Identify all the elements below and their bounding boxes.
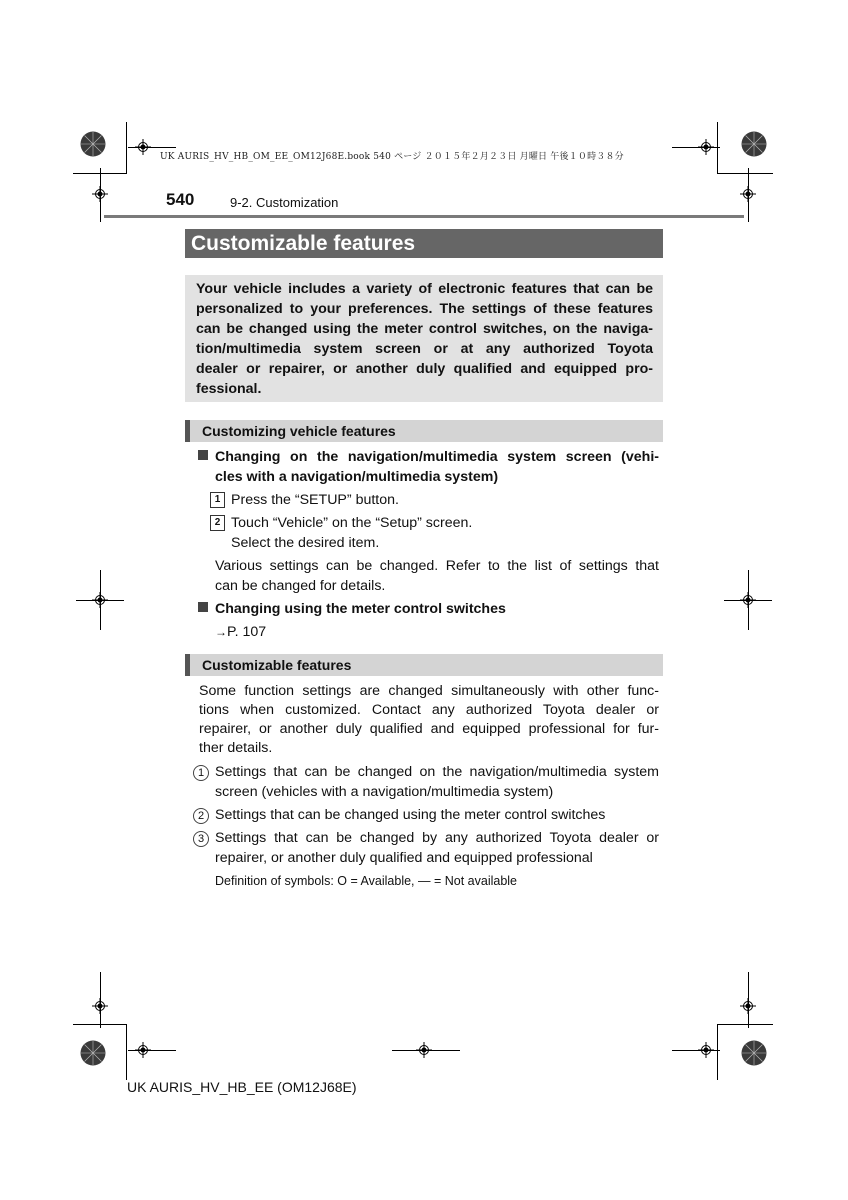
registration-mark-icon (740, 592, 756, 608)
para-line: tions when customized. Contact any authorized Toyota dealer or (199, 702, 659, 718)
page-number: 540 (166, 190, 195, 209)
bullet-square-icon (198, 450, 208, 460)
note-line: can be changed for details. (215, 578, 386, 594)
list-item-meter: Changing using the meter control switches (198, 599, 506, 619)
intro-box (185, 275, 663, 402)
intro-line: tion/multimedia system screen or at any authorized Toyota (196, 341, 653, 357)
intro-line: dealer or repairer, or another duly qualified and equipped pro- (196, 361, 653, 377)
step-1-text: Press the “SETUP” button. (231, 492, 399, 508)
legend-line: Settings that can be changed on the navigation/multimedia system (215, 764, 659, 780)
symbol-definition: Definition of symbols: O = Available, — = Not available (215, 874, 518, 888)
registration-mark-icon (92, 998, 108, 1014)
color-rosette-icon (741, 1040, 767, 1066)
circled-number-2: 2 (193, 808, 209, 824)
color-rosette-icon (741, 131, 767, 157)
para-line: repairer, or another duly qualified and equipped professional for fur- (199, 721, 659, 737)
registration-mark-icon (740, 998, 756, 1014)
footer-model-code: UK AURIS_HV_HB_EE (OM12J68E) (127, 1079, 357, 1095)
file-header: UK AURIS_HV_HB_OM_EE_OM12J68E.book 540 ページ ２０１５年２月２３日 月曜日 午後１０時３８分 (160, 152, 624, 162)
page-reference[interactable]: →P. 107 (215, 624, 267, 640)
legend-line: Settings that can be changed by any authorized Toyota dealer or (215, 830, 659, 846)
page-title: Customizable features (185, 229, 663, 258)
list-item-navigation-cont: cles with a navigation/multimedia system) (215, 469, 499, 485)
registration-mark-icon (740, 186, 756, 202)
step-2-text: Touch “Vehicle” on the “Setup” screen. (231, 515, 473, 531)
header-rule (104, 215, 744, 218)
intro-line: Your vehicle includes a variety of electronic features that can be (196, 281, 653, 297)
legend-line: Settings that can be changed using the meter control switches (215, 807, 606, 823)
intro-line: personalized to your preferences. The settings of these features (196, 301, 653, 317)
section-heading-customizable: Customizable features (185, 654, 663, 676)
color-rosette-icon (80, 131, 106, 157)
step-number-1: 1 (210, 492, 225, 508)
para-line: Some function settings are changed simultaneously with other func- (199, 683, 659, 699)
para-line: ther details. (199, 740, 273, 756)
registration-mark-icon (92, 592, 108, 608)
step-number-2: 2 (210, 515, 225, 531)
circled-number-1: 1 (193, 765, 209, 781)
step-2-text-cont: Select the desired item. (231, 535, 380, 551)
registration-mark-icon (92, 186, 108, 202)
intro-line: fessional. (196, 381, 262, 397)
right-arrow-icon: → (215, 625, 227, 639)
intro-line: can be changed using the meter control switches, on the naviga- (196, 321, 653, 337)
list-item-navigation: Changing on the navigation/multimedia system screen (vehi- (198, 447, 659, 467)
circled-number-3: 3 (193, 831, 209, 847)
color-rosette-icon (80, 1040, 106, 1066)
note-line: Various settings can be changed. Refer to the list of settings that (215, 558, 659, 574)
section-heading-customizing: Customizing vehicle features (185, 420, 663, 442)
legend-line: repairer, or another duly qualified and equipped professional (215, 850, 593, 866)
bullet-square-icon (198, 602, 208, 612)
legend-line: screen (vehicles with a navigation/multimedia system) (215, 784, 554, 800)
section-label: 9-2. Customization (230, 195, 339, 210)
